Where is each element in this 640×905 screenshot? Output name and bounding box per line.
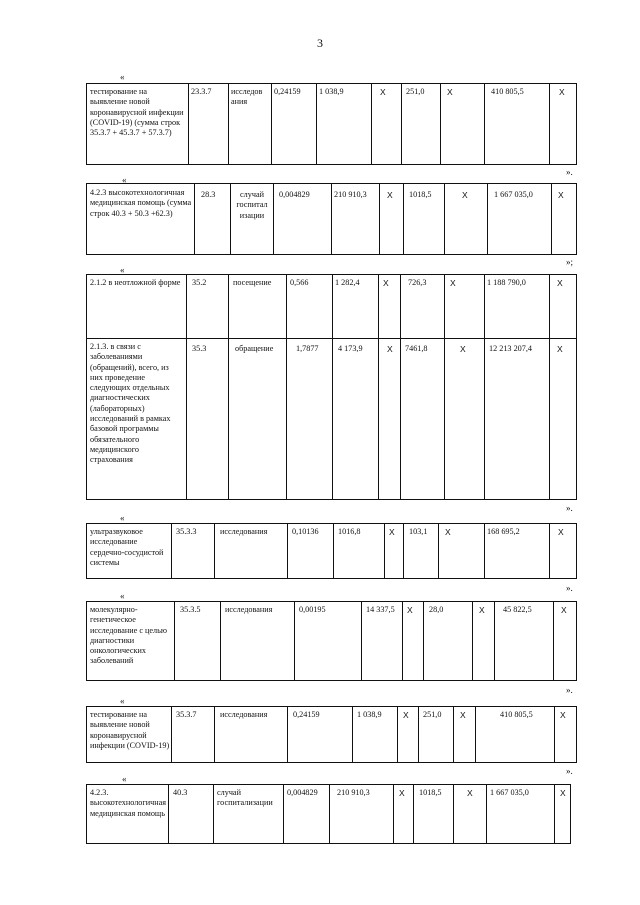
unit-cell: обращение xyxy=(235,344,274,353)
total-value: 1 667 035,0 xyxy=(490,788,529,797)
x-mark: X xyxy=(460,344,466,354)
row-code: 35.3.7 xyxy=(176,710,197,719)
row-name: ультразвуковое исследование сердечно-сосудистой системы xyxy=(90,527,164,567)
x-mark: X xyxy=(447,87,453,97)
total-value: 12 213 207,4 xyxy=(489,344,532,353)
x-mark: X xyxy=(560,710,566,720)
per-capita-value: 7461,8 xyxy=(405,344,428,353)
total-value: 410 805,5 xyxy=(500,710,533,719)
row-code: 35.3 xyxy=(192,344,207,353)
table-outpatient xyxy=(86,274,577,500)
closing-quote: ». xyxy=(566,685,573,695)
opening-quote: « xyxy=(120,591,125,601)
table-molecular-genetic xyxy=(86,601,577,681)
unit-cell: исследования xyxy=(220,710,268,719)
row-name: 4.2.3. высокотехнологичная медицинская помощь xyxy=(90,788,167,818)
x-mark: X xyxy=(558,527,564,537)
per-capita-value: 1018,5 xyxy=(409,190,432,199)
opening-quote: « xyxy=(120,72,125,82)
per-capita-value: 1018,5 xyxy=(419,788,442,797)
x-mark: X xyxy=(560,788,566,798)
x-mark: X xyxy=(383,278,389,288)
total-value: 410 805,5 xyxy=(491,87,524,96)
x-mark: X xyxy=(445,527,451,537)
per-capita-value: 726,3 xyxy=(408,278,427,287)
row-code: 35.3.5 xyxy=(180,605,201,614)
unit-cell: посещение xyxy=(233,278,272,287)
norm-value: 0,24159 xyxy=(274,87,301,96)
x-mark: X xyxy=(561,605,567,615)
cost-value: 210 910,3 xyxy=(334,190,367,199)
cost-value: 4 173,9 xyxy=(338,344,363,353)
cost-value: 14 337,5 xyxy=(366,605,395,614)
row-code: 28.3 xyxy=(201,190,216,199)
page-number: 3 xyxy=(317,36,323,50)
row-name: молекулярно-генетическое исследование с целью диагностики онкологических заболеваний xyxy=(90,605,167,666)
table-covid-test-total xyxy=(86,83,577,165)
closing-quote: ». xyxy=(566,766,573,776)
norm-value: 0,10136 xyxy=(292,527,319,536)
x-mark: X xyxy=(387,344,393,354)
cost-value: 1 282,4 xyxy=(335,278,360,287)
x-mark: X xyxy=(407,605,413,615)
x-mark: X xyxy=(557,278,563,288)
cost-value: 1016,8 xyxy=(338,527,361,536)
norm-value: 0,004829 xyxy=(279,190,310,199)
x-mark: X xyxy=(479,605,485,615)
x-mark: X xyxy=(450,278,456,288)
total-value: 1 188 790,0 xyxy=(487,278,526,287)
closing-quote: ». xyxy=(566,503,573,513)
per-capita-value: 103,1 xyxy=(409,527,428,536)
unit-cell: исследов ания xyxy=(231,87,263,107)
x-mark: X xyxy=(559,87,565,97)
cost-value: 1 038,9 xyxy=(357,710,382,719)
norm-value: 0,24159 xyxy=(293,710,320,719)
opening-quote: « xyxy=(120,265,125,275)
unit-cell: исследования xyxy=(220,527,268,536)
x-mark: X xyxy=(558,190,564,200)
table-high-tech-care-total xyxy=(86,183,577,255)
x-mark: X xyxy=(403,710,409,720)
row-name: 4.2.3 высокотехнологичная медицинская помощь (сумма строк 40.3 + 50.3 +62.3) xyxy=(90,188,192,218)
row-code: 23.3.7 xyxy=(191,87,212,96)
per-capita-value: 251,0 xyxy=(406,87,425,96)
norm-value: 1,7877 xyxy=(296,344,319,353)
row-code: 40.3 xyxy=(173,788,188,797)
norm-value: 0,566 xyxy=(290,278,309,287)
opening-quote: « xyxy=(122,774,127,784)
unit-cell: случай госпитал изации xyxy=(236,190,268,220)
closing-quote: ». xyxy=(566,583,573,593)
row-code: 35.3.3 xyxy=(176,527,197,536)
per-capita-value: 251,0 xyxy=(423,710,442,719)
table-ultrasound xyxy=(86,523,577,579)
cost-value: 210 910,3 xyxy=(337,788,370,797)
row-name: 2.1.3. в связи с заболеваниями (обращений), всего, из них проведение следующих отдельных диагностических (лабораторных) исследований в рамках базовой программы обязательного медицинского страхования xyxy=(90,342,171,465)
x-mark: X xyxy=(460,710,466,720)
cost-value: 1 038,9 xyxy=(319,87,344,96)
row-code: 35.2 xyxy=(192,278,207,287)
row-name: тестирование на выявление новой коронавирусной инфекции (COVID-19) xyxy=(90,710,170,750)
x-mark: X xyxy=(387,190,393,200)
unit-cell: исследования xyxy=(225,605,273,614)
unit-cell: случай госпитализации xyxy=(217,788,273,808)
x-mark: X xyxy=(557,344,563,354)
x-mark: X xyxy=(389,527,395,537)
x-mark: X xyxy=(462,190,468,200)
opening-quote: « xyxy=(120,513,125,523)
total-value: 45 822,5 xyxy=(503,605,532,614)
closing-quote: ». xyxy=(566,167,573,177)
norm-value: 0,00195 xyxy=(299,605,326,614)
x-mark: X xyxy=(380,87,386,97)
table-covid-test xyxy=(86,706,577,763)
opening-quote: « xyxy=(122,175,127,185)
per-capita-value: 28,0 xyxy=(429,605,444,614)
row-name: 2.1.2 в неотложной форме xyxy=(90,278,181,287)
row-name: тестирование на выявление новой коронавирусной инфекции (COVID-19) (сумма строк 35.3.7 + 45.3.7 + 57.3.7) xyxy=(90,87,184,138)
x-mark: X xyxy=(467,788,473,798)
total-value: 168 695,2 xyxy=(487,527,520,536)
table-high-tech-care xyxy=(86,784,571,844)
x-mark: X xyxy=(399,788,405,798)
closing-quote: »; xyxy=(566,257,574,267)
total-value: 1 667 035,0 xyxy=(494,190,533,199)
opening-quote: « xyxy=(120,696,125,706)
norm-value: 0,004829 xyxy=(287,788,318,797)
